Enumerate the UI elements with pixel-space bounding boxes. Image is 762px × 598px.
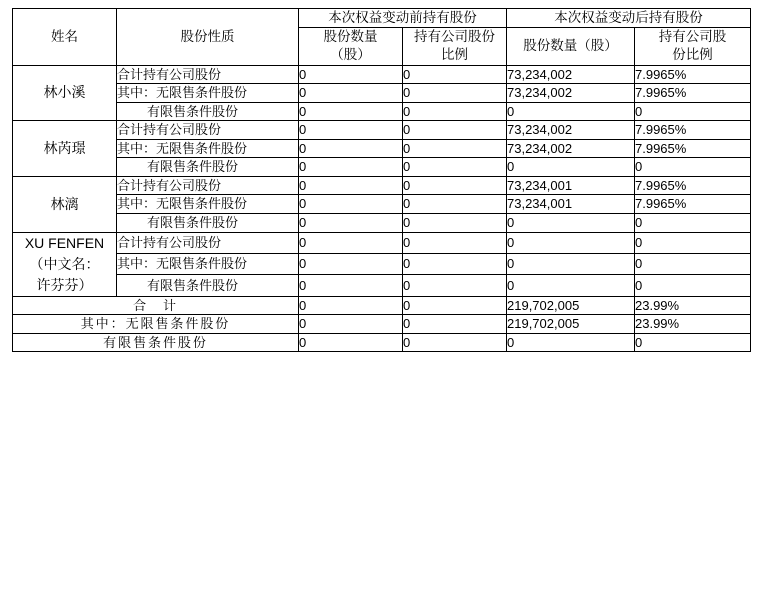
after-qty-cell: 0 <box>507 102 635 121</box>
share-nature-cell: 其中：无限售条件股份 <box>117 195 299 214</box>
table-row <box>13 102 751 121</box>
header-before-qty-line2: （股） <box>330 47 371 63</box>
before-pct-cell: 0 <box>403 275 507 296</box>
after-qty-cell: 73,234,002 <box>507 65 635 84</box>
after-pct-cell: 0 <box>635 158 751 177</box>
before-qty-cell: 0 <box>299 176 403 195</box>
table-row <box>13 176 751 195</box>
before-pct-cell: 0 <box>403 253 507 274</box>
before-qty-cell: 0 <box>299 121 403 140</box>
summary-label-cell: 有限售条件股份 <box>13 333 299 352</box>
share-nature-cell: 其中：无限售条件股份 <box>117 253 299 274</box>
before-pct-cell: 0 <box>403 214 507 233</box>
share-nature-cell: 有限售条件股份 <box>117 214 299 233</box>
share-nature-cell: 其中：无限售条件股份 <box>117 84 299 103</box>
holder-name-cell <box>13 176 117 232</box>
after-qty-cell: 219,702,005 <box>507 296 635 315</box>
after-qty-cell: 0 <box>507 333 635 352</box>
before-pct-cell: 0 <box>403 139 507 158</box>
before-qty-cell: 0 <box>299 102 403 121</box>
after-qty-cell: 73,234,002 <box>507 139 635 158</box>
header-name: 姓名 <box>13 9 117 66</box>
before-pct-cell: 0 <box>403 176 507 195</box>
header-before-pct-line2: 比例 <box>441 47 468 63</box>
before-qty-cell: 0 <box>299 214 403 233</box>
share-nature-cell: 合计持有公司股份 <box>117 65 299 84</box>
table-row <box>13 84 751 103</box>
shareholding-change-table <box>12 8 751 352</box>
after-pct-cell: 7.9965% <box>635 84 751 103</box>
share-nature-cell: 其中：无限售条件股份 <box>117 139 299 158</box>
before-qty-cell: 0 <box>299 139 403 158</box>
header-after-pct-line1: 持有公司股 <box>658 29 727 45</box>
before-qty-cell: 0 <box>299 296 403 315</box>
header-nature: 股份性质 <box>117 9 299 66</box>
before-pct-cell: 0 <box>403 65 507 84</box>
header-after-pct <box>635 28 751 65</box>
header-after-qty: 股份数量（股） <box>507 28 635 65</box>
before-qty-cell: 0 <box>299 84 403 103</box>
table-row <box>13 253 751 274</box>
summary-label-cell: 合 计 <box>13 296 299 315</box>
header-before-group: 本次权益变动前持有股份 <box>299 9 507 28</box>
share-nature-cell: 合计持有公司股份 <box>117 121 299 140</box>
holder-name-line: （中文名： <box>29 255 100 272</box>
table-row <box>13 158 751 177</box>
before-pct-cell: 0 <box>403 315 507 334</box>
after-qty-cell: 73,234,002 <box>507 84 635 103</box>
holder-name-cell <box>13 232 117 296</box>
table-row <box>13 232 751 253</box>
after-pct-cell: 0 <box>635 253 751 274</box>
share-nature-cell: 合计持有公司股份 <box>117 176 299 195</box>
after-qty-cell: 0 <box>507 214 635 233</box>
share-nature-cell: 合计持有公司股份 <box>117 232 299 253</box>
before-qty-cell: 0 <box>299 275 403 296</box>
after-pct-cell: 23.99% <box>635 296 751 315</box>
before-pct-cell: 0 <box>403 158 507 177</box>
before-qty-cell: 0 <box>299 253 403 274</box>
before-pct-cell: 0 <box>403 195 507 214</box>
before-pct-cell: 0 <box>403 84 507 103</box>
before-pct-cell: 0 <box>403 296 507 315</box>
summary-row <box>13 296 751 315</box>
header-before-qty <box>299 28 403 65</box>
after-pct-cell: 0 <box>635 333 751 352</box>
before-qty-cell: 0 <box>299 158 403 177</box>
after-qty-cell: 0 <box>507 232 635 253</box>
table-header-row-1 <box>13 9 751 28</box>
after-pct-cell: 0 <box>635 232 751 253</box>
holder-name-line: 林漓 <box>50 195 79 212</box>
before-pct-cell: 0 <box>403 232 507 253</box>
after-pct-cell: 0 <box>635 214 751 233</box>
after-qty-cell: 73,234,001 <box>507 195 635 214</box>
before-pct-cell: 0 <box>403 333 507 352</box>
after-pct-cell: 7.9965% <box>635 139 751 158</box>
before-qty-cell: 0 <box>299 232 403 253</box>
header-after-pct-line2: 份比例 <box>672 47 713 63</box>
share-nature-cell: 有限售条件股份 <box>117 275 299 296</box>
table-row <box>13 214 751 233</box>
share-nature-cell: 有限售条件股份 <box>117 102 299 121</box>
before-qty-cell: 0 <box>299 65 403 84</box>
after-pct-cell: 7.9965% <box>635 121 751 140</box>
after-qty-cell: 0 <box>507 275 635 296</box>
header-before-qty-line1: 股份数量 <box>323 29 378 45</box>
holder-name-cell <box>13 121 117 177</box>
holder-name-line: 许芬芬） <box>36 276 93 293</box>
holder-name-line: XU FENFEN <box>24 234 105 251</box>
holder-name-cell <box>13 65 117 121</box>
header-after-group: 本次权益变动后持有股份 <box>507 9 751 28</box>
after-pct-cell: 0 <box>635 275 751 296</box>
summary-label-cell: 其中：无限售条件股份 <box>13 315 299 334</box>
after-qty-cell: 219,702,005 <box>507 315 635 334</box>
after-qty-cell: 73,234,002 <box>507 121 635 140</box>
before-qty-cell: 0 <box>299 333 403 352</box>
table-row <box>13 195 751 214</box>
before-pct-cell: 0 <box>403 121 507 140</box>
after-pct-cell: 23.99% <box>635 315 751 334</box>
share-nature-cell: 有限售条件股份 <box>117 158 299 177</box>
after-qty-cell: 0 <box>507 158 635 177</box>
after-pct-cell: 7.9965% <box>635 65 751 84</box>
before-pct-cell: 0 <box>403 102 507 121</box>
holder-name-line: 林小溪 <box>43 84 86 101</box>
after-pct-cell: 7.9965% <box>635 176 751 195</box>
after-pct-cell: 0 <box>635 102 751 121</box>
before-qty-cell: 0 <box>299 195 403 214</box>
header-before-pct-line1: 持有公司股份 <box>414 29 495 45</box>
header-before-pct <box>403 28 507 65</box>
table-row <box>13 121 751 140</box>
summary-row <box>13 315 751 334</box>
before-qty-cell: 0 <box>299 315 403 334</box>
table-row <box>13 139 751 158</box>
after-pct-cell: 7.9965% <box>635 195 751 214</box>
summary-row <box>13 333 751 352</box>
after-qty-cell: 0 <box>507 253 635 274</box>
table-row <box>13 65 751 84</box>
holder-name-line: 林芮璟 <box>43 140 86 157</box>
table-row <box>13 275 751 296</box>
after-qty-cell: 73,234,001 <box>507 176 635 195</box>
